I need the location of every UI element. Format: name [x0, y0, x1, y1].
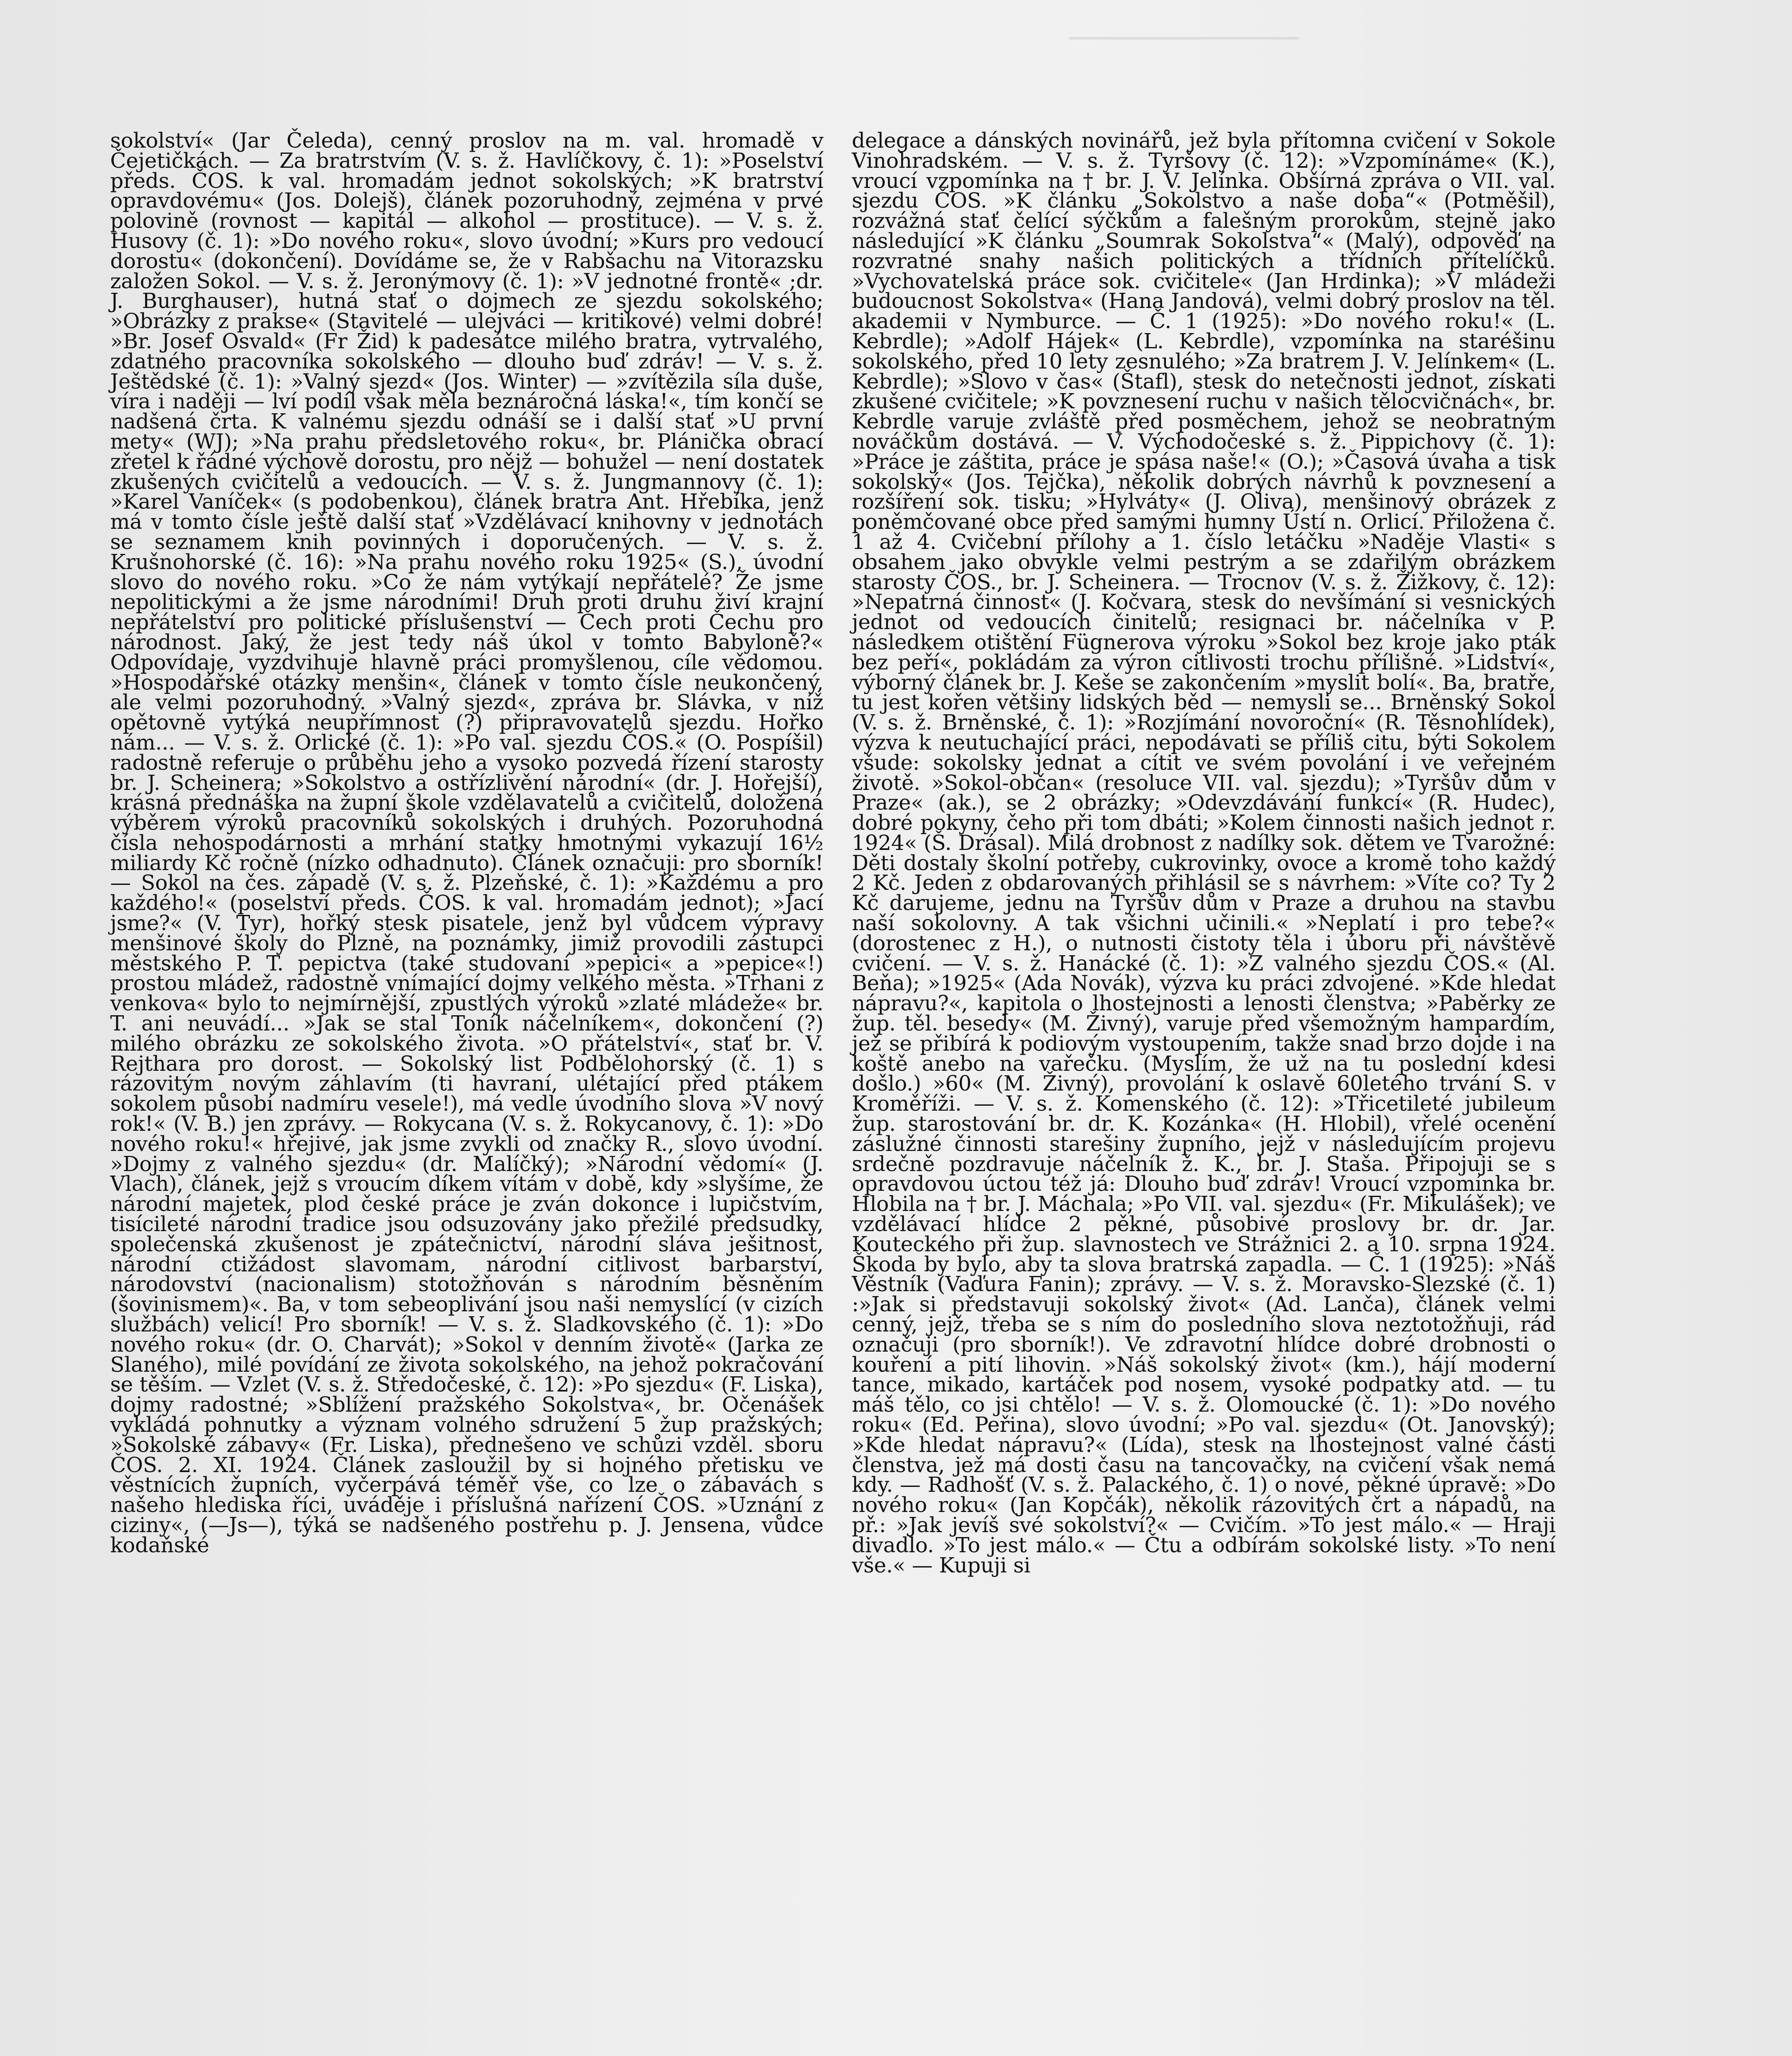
text-column-right	[852, 128, 1556, 1577]
column-right-text: delegace a dánských novinářů, jež byla přítomna cvičení v Sokole Vinohradském. — V. s. ž. Tyršovy (č. 12): »Vzpomínáme« (K.), vroucí vzpomínka na † br. J. V. Jelínka. Obšírná zpráva o VII. val. sjezdu ČOS. »K článku „Sokolstvo a naše doba“« (Potměšil), rozvážná stať čelící sýčkům a falešným prorokům, stejně jako následující »K článku „Soumrak Sokolstva“« (Malý), odpověď na rozvratné snahy našich politických a třídních přítelíčků. »Vychovatelská práce sok. cvičitele« (Jan Hrdinka); »V mládeži budoucnost Sokolstva« (Hana Jandová), velmi dobrý proslov na těl. akademii v Nymburce. — Č. 1 (1925): »Do nového roku!« (L. Kebrdle); »Adolf Hájek« (L. Kebrdle), vzpomínka na staréšinu sokolského, před 10 lety zesnulého; »Za bratrem J. V. Jelínkem« (L. Kebrdle); »Slovo v čas« (Štafl), stesk do netečnosti jednot, získati zkušené cvičitele; »K povznesení ruchu v našich tělocvičnách«, br. Kebrdle varuje zvláště před posměchem, jehož se neobratným nováčkům dostává. — V. Východočeské s. ž. Pippichovy (č. 1): »Práce je záštita, práce je spása naše!« (O.); »Časová úvaha a tisk sokolský« (Jos. Tejčka), několik dobrých návrhů k povznesení a rozšíření sok. tisku; »Hylváty« (J. Oliva), menšinový obrázek z poněmčované obce před samými humny Ústí n. Orlicí. Přiložena č. 1 až 4. Cvičební přílohy a 1. číslo letáčku »Naděje Vlasti« s obsahem jako obvykle velmi pestrým a se zdařilým obrázkem starosty ČOS., br. J. Scheinera. — Trocnov (V. s. ž. Žižkovy, č. 12): »Nepatrná činnost« (J. Kočvara, stesk do nevšímání si vesnických jednot od vedoucích činitelů; resignaci br. náčelníka v P. následkem otištění Fügnerova výroku »Sokol bez kroje jako pták bez peří«, pokládám za výron citlivosti trochu přílišné. »Lidství«, výborný článek br. J. Keše se zakončením »myslit bolí«. Ba, bratře, tu jest kořen většiny lidských běd — nemysli se... Brněnský Sokol (V. s. ž. Brněnské, č. 1): »Rozjímání novoroční« (R. Těsnohlídek), výzva k neutuchající práci, nepodávati se příliš citu, býti Sokolem všude: sokolsky jednat a cítit ve svém povolání i ve veřejném životě. »Sokol-občan« (resoluce VII. val. sjezdu); »Tyršův dům v Praze« (ak.), se 2 obrázky; »Odevzdávání funkcí« (R. Hudec), dobré pokyny, čeho při tom dbáti; »Kolem činnosti našich jednot r. 1924« (Š. Drásal). Milá drobnost z nadílky sok. dětem ve Tvarožné: Děti dostaly školní potřeby, cukrovinky, ovoce a kromě toho každý 2 Kč. Jeden z obdarovaných přihlásil se s návrhem: »Víte co? Ty 2 Kč darujeme, jednu na Tyršův dům v Praze a druhou na stavbu naší sokolovny. A tak všichni učinili.« »Neplatí i pro tebe?« (dorostenec z H.), o nutnosti čistoty těla i úboru při návštěvě cvičení. — V. s. ž. Hanácké (č. 1): »Z valného sjezdu ČOS.« (Al. Beňa); »1925« (Ada Novák), výzva ku práci zdvojené. »Kde hledat nápravu?«, kapitola o lhostejnosti a lenosti členstva; »Paběrky ze žup. těl. besedy« (M. Živný), varuje před všemožným hampardím, jež se přibírá k podiovým vystoupením, takže snad brzo dojde i na koště anebo na vařečku. (Myslím, že už na tu poslední kdesi došlo.) »60« (M. Živný), provolání k oslavě 60letého trvání S. v Kroměříži. — V. s. ž. Komenského (č. 12): »Třicetileté jubileum žup. starostování br. dr. K. Kozánka« (H. Hlobil), vřelé ocenění záslužné činnosti starešiny župního, jejž v následujícím projevu srdečně pozdravuje náčelník ž. K., br. J. Staša. Připojuji se s opravdovou úctou též já: Dlouho buď zdráv! Vroucí vzpomínka br. Hlobila na † br. J. Máchala; »Po VII. val. sjezdu« (Fr. Mikulášek); ve vzdělávací hlídce 2 pěkné, působivé proslovy br. dr. Jar. Kouteckého při žup. slavnostech ve Strážnici 2. a 10. srpna 1924. Škoda by bylo, aby ta slova bratrská zapadla. — Č. 1 (1925): »Náš Věstník (Vaďura Fanin); zprávy. — V. s. ž. Moravsko-Slezské (č. 1) :»Jak si představuji sokolský život« (Ad. Lanča), článek velmi cenný, jejž, třeba se s ním do posledního slova neztotožňuji, rád označuji (pro sborník!). Ve zdravotní hlídce dobré drobnosti o kouření a pití lihovin. »Náš sokolský život« (km.), hájí moderní tance, mikado, kartáček pod nosem, vysoké podpatky atd. — tu máš tělo, co jsi chtělo! — V. s. ž. Olomoucké (č. 1): »Do nového roku« (Ed. Peřina), slovo úvodní; »Po val. sjezdu« (Ot. Janovský); »Kde hledat nápravu?« (Lída), stesk na lhostejnost valné části členstva, jež má dosti času na tancovačky, na cvičení však nemá kdy. — Radhošť (V. s. ž. Palackého, č. 1) o nové, pěkné úpravě: »Do nového roku« (Jan Kopčák), několik rázovitých črt a nápadů, na př.: »Jak jevíš své sokolství?« — Cvičím. »To jest málo.« — Hraji divadlo. »To jest málo.« — Čtu a odbírám sokolské listy. »To není vše.« — Kupuji si	[852, 128, 1556, 1577]
scan-artifact	[1069, 0, 1299, 39]
text-column-left	[110, 128, 823, 1557]
column-left-text: sokolství« (Jar Čeleda), cenný proslov na m. val. hromadě v Čejetičkách. — Za bratrstvím (V. s. ž. Havlíčkovy, č. 1): »Poselství předs. ČOS. k val. hromadám jednot sokolských; »K bratrství opravdovému« (Jos. Dolejš), článek pozoruhodný, zejména v prvé polovině (rovnost — kapitál — alkohol — prostituce). — V. s. ž. Husovy (č. 1): »Do nového roku«, slovo úvodní; »Kurs pro vedoucí dorostu« (dokončení). Dovídáme se, že v Rabšachu na Vitorazsku založen Sokol. — V. s. ž. Jeronýmovy (č. 1): »V jednotné frontě« ;dr. J. Burghauser), hutná stať o dojmech ze sjezdu sokolského; »Obrázky z prakse« (Stavitelé — ulejváci — kritikové) velmi dobré! »Br. Josef Osvald« (Fr Žid) k padesátce milého bratra, vytrvalého, zdatného pracovníka sokolského — dlouho buď zdráv! — V. s. ž. Ještědské (č. 1): »Valný sjezd« (Jos. Winter) — »zvítězila síla duše, víra i naději — lví podíl však měla beznáročná láska!«, tím končí se nadšená črta. K valnému sjezdu odnáší se i další stať »U první mety« (WJ); »Na prahu předsletového roku«, br. Plánička obrací zřetel k řádné výchově dorostu, pro nějž — bohužel — není dostatek zkušených cvičitelů a vedoucích. — V. s. ž. Jungmannovy (č. 1): »Karel Vaníček« (s podobenkou), článek bratra Ant. Hřebíka, jenž má v tomto čísle ještě další stať »Vzdělávací knihovny v jednotách se seznamem knih povinných i doporučených. — V. s. ž. Krušnohorské (č. 16): »Na prahu nového roku 1925« (S.), úvodní slovo do nového roku. »Co že nám vytýkají nepřátelé? Že jsme nepolitickými a že jsme národními! Druh proti druhu živí krajní nepřátelství pro politické příslušenství — Čech proti Čechu pro národnost. Jaký, že jest tedy náš úkol v tomto Babyloně?« Odpovídaje, vyzdvihuje hlavně práci promyšlenou, cíle vědomou. »Hospodářské otázky menšin«, článek v tomto čísle neukončený, ale velmi pozoruhodný. »Valný sjezd«, zpráva br. Slávka, v níž opětovně vytýká neupřímnost (?) připravovatelů sjezdu. Hořko nám... — V. s. ž. Orlické (č. 1): »Po val. sjezdu ČOS.« (O. Pospíšil) radostně referuje o průběhu jeho a vysoko pozvedá řízení starosty br. J. Scheinera; »Sokolstvo a ostřízlivění národní« (dr. J. Hořejší), krásná přednáška na župní škole vzdělavatelů a cvičitelů, doložená výběrem výroků pracovníků sokolských i druhých. Pozoruhodná čísla nehospodárnosti a mrhání statky hmotnými vykazují 16½ miliardy Kč ročně (nízko odhadnuto). Článek označuji: pro sborník! — Sokol na čes. západě (V. s. ž. Plzeňské, č. 1): »Každému a pro každého!« (poselství předs. ČOS. k val. hromadám jednot); »Jací jsme?« (V. Tyr), hořký stesk pisatele, jenž byl vůdcem výpravy menšinové školy do Plzně, na poznámky, jimiž provodili zástupci městského P. T. pepictva (také studovaní »pepici« a »pepice«!) prostou mládež, radostně vnímající dojmy velkého města. »Trhani z venkova« bylo to nejmírnější, zpustlých výroků »zlaté mládeže« br. T. ani neuvádí... »Jak se stal Toník náčelníkem«, dokončení (?) milého obrázku ze sokolského života. »O přátelství«, stať br. V. Rejthara pro dorost. — Sokolský list Podbělohorský (č. 1) s rázovitým novým záhlavím (ti havraní, ulétající před ptákem sokolem působí nadmíru vesele!), má vedle úvodního slova »V nový rok!« (V. B.) jen zprávy. — Rokycana (V. s. ž. Rokycanovy, č. 1): »Do nového roku!« hřejivé, jak jsme zvykli od značky R., slovo úvodní. »Dojmy z valného sjezdu« (dr. Malíčký); »Národní vědomí« (J. Vlach), článek, jejž s vroucím díkem vítám v době, kdy »slyšíme, že národní majetek, plod české práce je zván dokonce i lupičstvím, tisícileté národní tradice jsou odsuzovány jako přežilé předsudky, společenská zkušenost je zpátečnictví, národní sláva ješitnost, národní ctižádost slavomam, národní citlivost barbarství, národovství (nacionalism) stotožňován s národním běsněním (šovinismem)«. Ba, v tom sebeoplivání jsou naši nemyslící (v cizích službách) velicí! Pro sborník! — V. s. ž. Sladkovského (č. 1): »Do nového roku« (dr. O. Charvát); »Sokol v denním životě« (Jarka ze Slaného), milé povídání ze života sokolského, na jehož pokračování se těším. — Vzlet (V. s. ž. Středočeské, č. 12): »Po sjezdu« (F. Liska), dojmy radostné; »Sblížení pražského Sokolstva«, br. Očenášek vykládá pohnutky a význam volného sdružení 5 žup pražských; »Sokolské zábavy« (Fr. Liska), přednešeno ve schůzi vzděl. sboru ČOS. 2. XI. 1924. Článek zasloužil by si hojného přetisku ve věstnících župních, vyčerpává téměř vše, co lze o zábavách s našeho hlediska říci, uváděje i příslušná nařízení ČOS. »Uznání z ciziny«, (—Js—), týká se nadšeného postřehu p. J. Jensena, vůdce kodaňské	[110, 128, 823, 1557]
